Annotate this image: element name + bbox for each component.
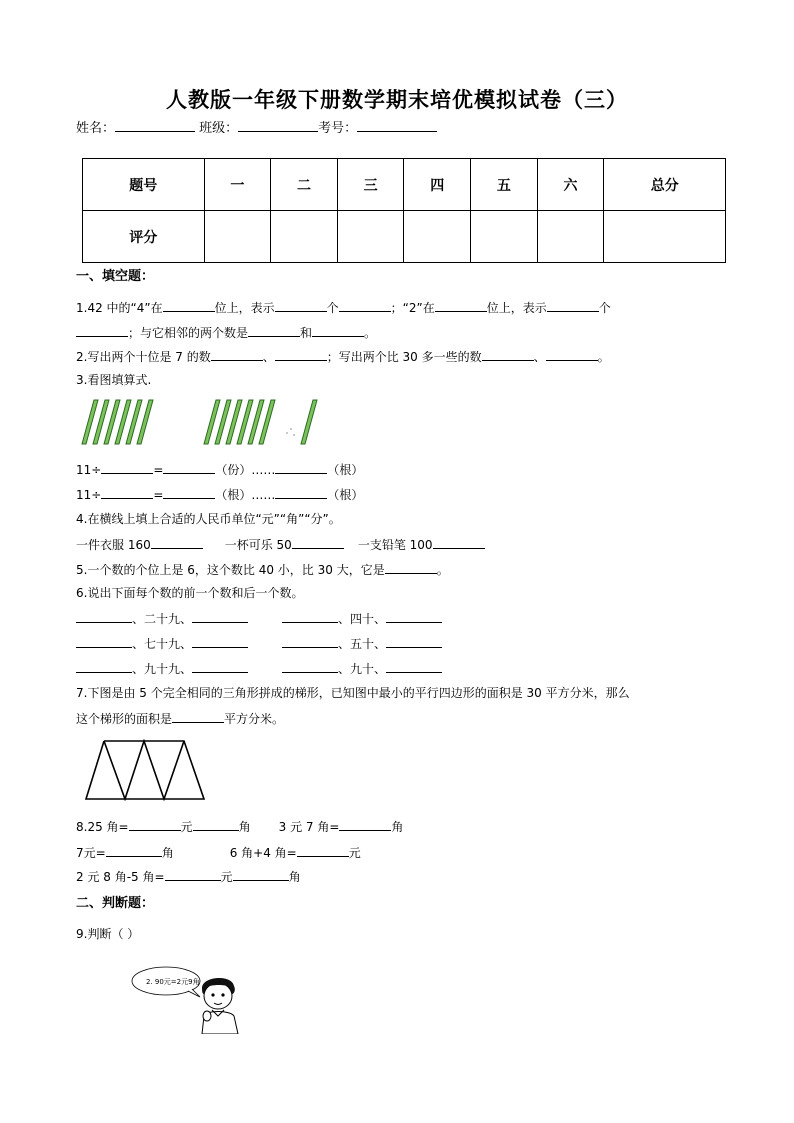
answer-blank[interactable] <box>192 635 248 648</box>
text: 。 <box>436 563 449 577</box>
text: 七十九 <box>144 637 181 651</box>
text: 6 角+4 角= <box>229 846 297 860</box>
question-6-row-1-right <box>282 610 442 627</box>
text: 、 <box>374 637 387 651</box>
trapezoid-outline <box>86 741 204 799</box>
answer-blank[interactable] <box>275 348 327 361</box>
question-8-line-1 <box>76 818 403 835</box>
class-label: 班级： <box>199 121 239 136</box>
answer-blank[interactable] <box>193 818 239 831</box>
text: ；与它相邻的两个数是 <box>128 326 249 340</box>
answer-blank[interactable] <box>275 299 327 312</box>
exam-number-blank[interactable] <box>357 119 437 132</box>
question-6-row-3-left <box>76 660 248 677</box>
answer-blank[interactable] <box>292 536 344 549</box>
answer-blank[interactable] <box>385 561 437 574</box>
answer-blank[interactable] <box>76 635 132 648</box>
answer-blank[interactable] <box>547 299 599 312</box>
question-5 <box>76 561 449 578</box>
text: 11÷ <box>76 488 102 502</box>
answer-blank[interactable] <box>282 635 338 648</box>
question-6-row-2-right <box>282 635 442 652</box>
table-cell: 三 <box>337 159 404 211</box>
answer-blank[interactable] <box>76 610 132 623</box>
text: 、 <box>180 637 193 651</box>
text: 、 <box>132 612 145 626</box>
text: 九十 <box>350 662 375 676</box>
question-1-line-1 <box>76 299 611 316</box>
table-cell: 二 <box>271 159 338 211</box>
trapezoid-figure <box>84 738 208 802</box>
text: （份）…… <box>215 463 276 477</box>
text: 5.一个数的个位上是 6，这个数比 40 小，比 30 大，它是 <box>76 563 385 577</box>
question-6-row-2-left <box>76 635 248 652</box>
answer-blank[interactable] <box>546 348 598 361</box>
text: 元 <box>180 820 193 834</box>
table-cell: 一 <box>204 159 271 211</box>
score-cell[interactable] <box>271 211 338 263</box>
question-4-items <box>76 536 485 553</box>
text: ；写出两个比 30 多一些的数 <box>326 350 482 364</box>
question-3-row-1 <box>76 461 363 478</box>
answer-blank[interactable] <box>312 324 364 337</box>
table-cell: 评分 <box>83 211 205 263</box>
text: 7元= <box>76 846 106 860</box>
text: ；“2”在 <box>390 301 435 315</box>
text: （根） <box>327 463 364 477</box>
score-cell[interactable] <box>604 211 726 263</box>
question-6-prompt: 6.说出下面每个数的前一个数和后一个数。 <box>76 586 304 600</box>
score-cell[interactable] <box>471 211 538 263</box>
question-2 <box>76 348 610 365</box>
answer-blank[interactable] <box>211 348 263 361</box>
text: 角 <box>391 820 404 834</box>
score-cell[interactable] <box>204 211 271 263</box>
section-heading: 一、填空题： <box>76 269 155 284</box>
boy-cartoon <box>192 972 246 1034</box>
text: 、 <box>132 637 145 651</box>
answer-blank[interactable] <box>435 299 487 312</box>
question-1-line-2 <box>76 324 376 341</box>
question-3-row-2 <box>76 486 363 503</box>
question-3-prompt: 3.看图填算式. <box>76 373 152 387</box>
text: 3 元 7 角= <box>278 820 340 834</box>
answer-blank[interactable] <box>165 868 221 881</box>
question-4-prompt: 4.在横线上填上合适的人民币单位“元”“角”“分”。 <box>76 512 341 526</box>
text: 1.42 中的“4”在 <box>76 301 163 315</box>
question-8-line-2 <box>76 844 361 861</box>
text: 角 <box>238 820 251 834</box>
text: 角 <box>288 870 301 884</box>
answer-blank[interactable] <box>433 536 485 549</box>
text: 一杯可乐 50 <box>224 538 292 552</box>
answer-blank[interactable] <box>282 660 338 673</box>
answer-blank[interactable] <box>163 486 215 499</box>
answer-blank[interactable] <box>172 710 224 723</box>
table-cell: 总分 <box>604 159 726 211</box>
answer-blank[interactable] <box>101 461 153 474</box>
text: 四十 <box>350 612 375 626</box>
score-cell[interactable] <box>404 211 471 263</box>
score-cell[interactable] <box>537 211 604 263</box>
table-header-row <box>83 159 726 211</box>
text: 、 <box>374 612 387 626</box>
answer-blank[interactable] <box>339 818 391 831</box>
table-cell: 四 <box>404 159 471 211</box>
text: = <box>153 463 164 477</box>
text: 元 <box>220 870 233 884</box>
text: 平方分米。 <box>224 712 285 726</box>
sparkle-dots <box>286 428 295 436</box>
text: 五十 <box>350 637 375 651</box>
text: 11÷ <box>76 463 102 477</box>
sticks-illustration <box>80 398 330 448</box>
answer-blank[interactable] <box>163 461 215 474</box>
answer-blank[interactable] <box>192 610 248 623</box>
text: 、 <box>338 662 351 676</box>
class-blank[interactable] <box>238 119 318 132</box>
table-cell: 六 <box>537 159 604 211</box>
answer-blank[interactable] <box>101 486 153 499</box>
text: 、 <box>180 662 193 676</box>
section-heading: 二、判断题： <box>76 896 155 911</box>
answer-blank[interactable] <box>163 299 215 312</box>
answer-blank[interactable] <box>386 610 442 623</box>
name-label: 姓名： <box>76 121 116 136</box>
stick-bundle-1 <box>82 400 153 444</box>
text: 元 <box>348 846 361 860</box>
exam-number-label: 考号： <box>318 121 358 136</box>
answer-blank[interactable] <box>297 844 349 857</box>
stick-bundle-2 <box>204 400 275 444</box>
text: 2 元 8 角-5 角= <box>76 870 165 884</box>
text: 和 <box>300 326 313 340</box>
triangle-dividers <box>104 741 184 799</box>
answer-blank[interactable] <box>151 536 203 549</box>
score-table <box>82 158 726 263</box>
page-title: 人教版一年级下册数学期末培优模拟试卷（三） <box>166 88 628 112</box>
table-cell: 五 <box>471 159 538 211</box>
text: 、 <box>338 612 351 626</box>
text: 。 <box>597 350 610 364</box>
answer-blank[interactable] <box>282 610 338 623</box>
answer-blank[interactable] <box>482 348 534 361</box>
text: 。 <box>364 326 377 340</box>
student-info-line <box>76 119 437 137</box>
text: 个 <box>326 301 339 315</box>
text: 、 <box>533 350 546 364</box>
text: 2.写出两个十位是 7 的数 <box>76 350 211 364</box>
text: （根）…… <box>215 488 276 502</box>
name-blank[interactable] <box>115 119 195 132</box>
answer-blank[interactable] <box>76 324 128 337</box>
question-7-line-1: 7.下图是由 5 个完全相同的三角形拼成的梯形，已知图中最小的平行四边形的面积是 30 平方分米，那么 <box>76 686 630 700</box>
answer-blank[interactable] <box>106 844 162 857</box>
answer-blank[interactable] <box>386 660 442 673</box>
table-cell: 题号 <box>83 159 205 211</box>
answer-blank[interactable] <box>248 324 300 337</box>
answer-blank[interactable] <box>129 818 181 831</box>
question-6-row-3-right <box>282 660 442 677</box>
text: 、 <box>180 612 193 626</box>
answer-blank[interactable] <box>233 868 289 881</box>
text: 8.25 角= <box>76 820 129 834</box>
single-stick <box>301 400 317 444</box>
text: （根） <box>327 488 364 502</box>
text: 、 <box>338 637 351 651</box>
question-7-line-2 <box>76 710 284 727</box>
answer-blank[interactable] <box>386 635 442 648</box>
answer-blank[interactable] <box>275 461 327 474</box>
answer-blank[interactable] <box>339 299 391 312</box>
answer-blank[interactable] <box>275 486 327 499</box>
text: 这个梯形的面积是 <box>76 712 173 726</box>
question-8-line-3 <box>76 868 301 885</box>
speech-bubble-text: 2. 90元=2元9角 <box>146 978 200 986</box>
text: 、 <box>132 662 145 676</box>
text: 位上，表示 <box>214 301 275 315</box>
text: 一件衣服 160 <box>76 538 151 552</box>
question-6-row-1-left <box>76 610 248 627</box>
text: 一支铅笔 100 <box>357 538 433 552</box>
text: 个 <box>598 301 611 315</box>
text: 九十九 <box>144 662 181 676</box>
text: 二十九 <box>144 612 181 626</box>
text: = <box>153 488 164 502</box>
question-9-prompt: 9.判断（ ） <box>76 927 140 941</box>
score-cell[interactable] <box>337 211 404 263</box>
text: 、 <box>262 350 275 364</box>
text: 角 <box>161 846 174 860</box>
table-score-row <box>83 211 726 263</box>
text: 位上，表示 <box>486 301 547 315</box>
answer-blank[interactable] <box>192 660 248 673</box>
text: 、 <box>374 662 387 676</box>
answer-blank[interactable] <box>76 660 132 673</box>
